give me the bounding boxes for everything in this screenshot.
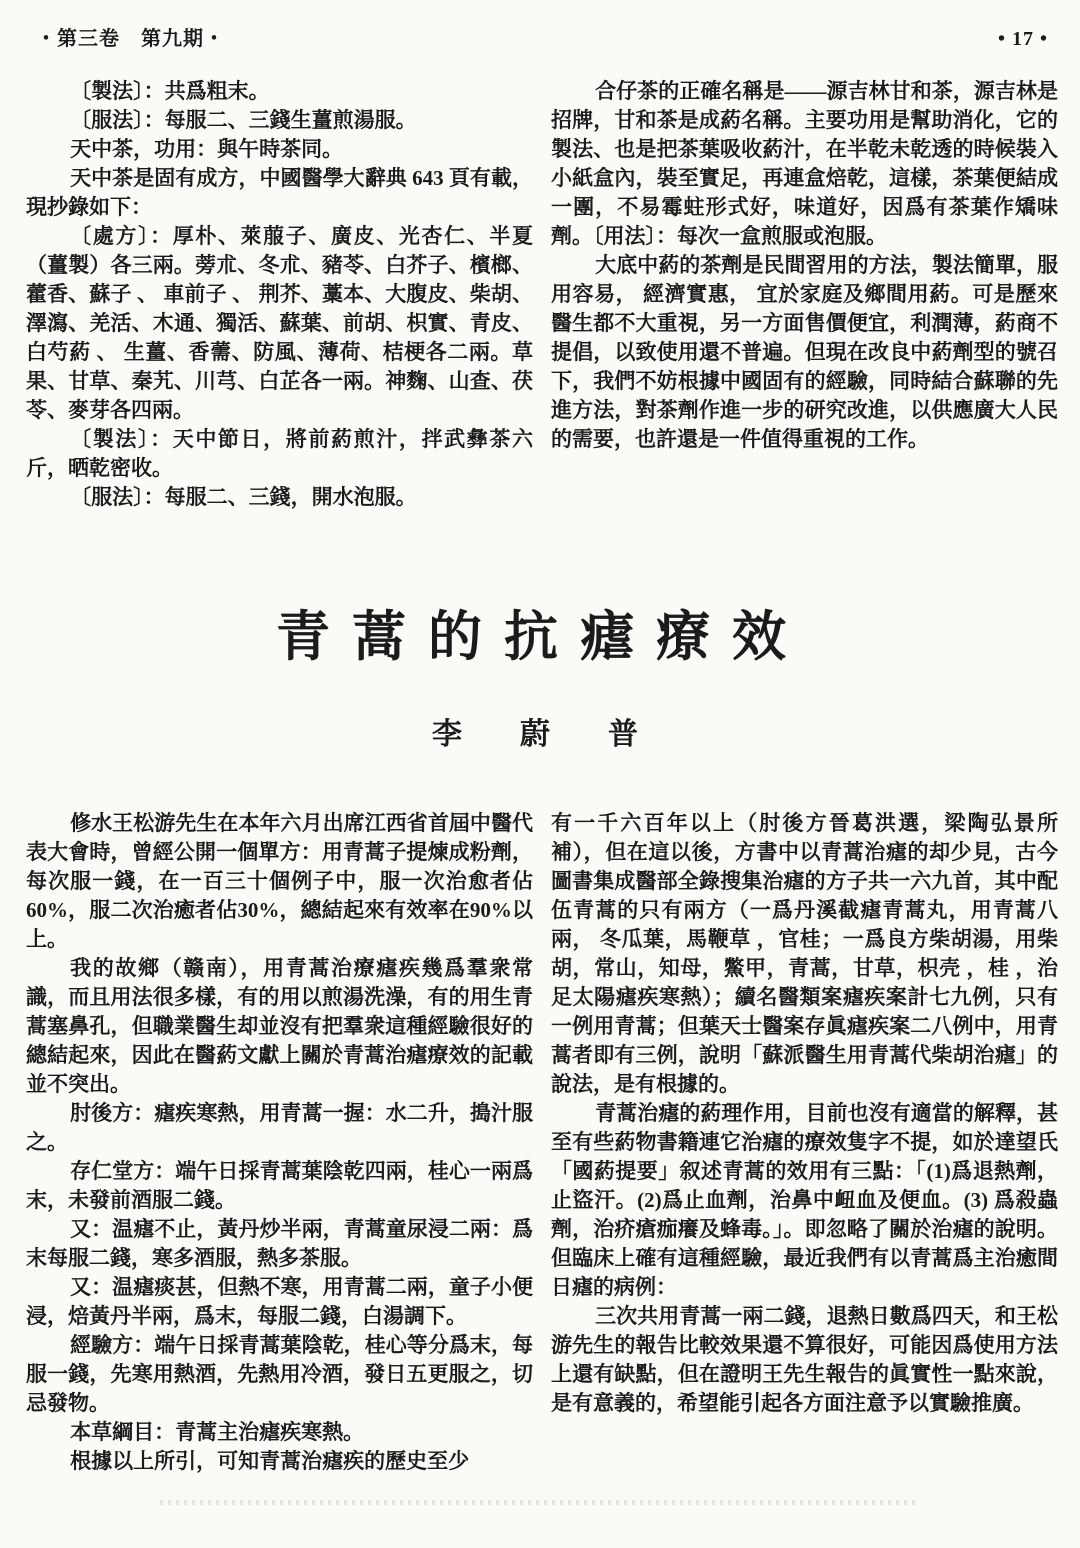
paragraph: 肘後方：瘧疾寒熱，用青蒿一握：水二升，搗汁服之。 — [26, 1101, 533, 1154]
paragraph: 又：温瘧痰甚，但熱不寒，用青蒿二兩，童子小便浸，焙黃丹半兩，爲末，每服二錢，白湯調下。 — [26, 1275, 533, 1328]
body-right-column — [551, 809, 1058, 1476]
paragraph: 本草綱目：青蒿主治瘧疾寒熱。 — [70, 1420, 365, 1444]
paragraph-continuation: 有一千六百年以上（肘後方晉葛洪選，梁陶弘景所補），但在這以後，方書中以青蒿治瘧的却少見，古今圖書集成醫部全錄搜集治瘧的方子共一六九首，其中配伍青蒿的只有兩方（一爲丹溪截瘧青蒿丸，用青蒿八兩， 冬瓜葉，馬鞭草 ，官桂；一爲良方柴胡湯，用柴胡，常山，知母，鱉甲，青蒿，甘草，枳壳 ，桂 ，治足太陽瘧疾寒熱）；續名醫類案瘧疾案計七九例，只有一例用青蒿；但葉天士醫案存眞瘧疾案二八例中，用青蒿者即有三例，說明「蘇派醫生用青蒿代柴胡治瘧」的說法，是有根據的。 — [551, 811, 1058, 1096]
paragraph: 我的故鄉（赣南），用青蒿治療瘧疾幾爲羣衆常識，而且用法很多樣，有的用以煎湯洗澡，有的用生青蒿塞鼻孔，但職業醫生却並沒有把羣衆這種經驗很好的總結起來，因此在醫葯文獻上關於青蒿治瘧療效的記載並不突出。 — [26, 956, 533, 1096]
paragraph: 三次共用青蒿一兩二錢，退熱日數爲四天，和王松游先生的報告比較效果還不算很好，可能因爲使用方法上還有缺點，但在證明王先生報告的眞實性一點來說，是有意義的，希望能引起各方面注意予以實驗推廣。 — [551, 1304, 1058, 1415]
paragraph: 〔服法〕：每服二、三錢生薑煎湯服。 — [70, 108, 417, 132]
body-left-column — [26, 809, 533, 1476]
paragraph: 〔製法〕：天中節日，將前葯煎汁，拌武彝茶六斤，晒乾密收。 — [26, 427, 533, 480]
paragraph: 又：温瘧不止，黃丹炒半兩，青蒿童尿浸二兩：爲末每服二錢，寒多酒服，熱多茶服。 — [26, 1217, 533, 1270]
paragraph: 青蒿治瘧的葯理作用，目前也沒有適當的解釋，甚至有些葯物書籍連它治瘧的療效隻字不提，如於達望氏「國葯提要」叙述青蒿的效用有三點：「(1)爲退熱劑，止盜汗。(2)爲止血劑，治鼻中衄血及便血。(3) 爲殺蟲劑，治疥瘡痂癢及蜂毒。」。即忽略了關於治瘧的說明。但臨床上確有這種經驗，最近我們有以青蒿爲主治癒間日瘧的病例： — [551, 1101, 1058, 1299]
paragraph: 存仁堂方：端午日採青蒿葉陰乾四兩，桂心一兩爲末，未發前酒服二錢。 — [26, 1159, 533, 1212]
issue-label: ・第三卷 第九期・ — [36, 28, 225, 50]
paragraph: 修水王松游先生在本年六月出席江西省首屆中醫代表大會時，曾經公開一個單方：用青蒿子提煉成粉劑，每次服一錢，在一百三十個例子中，服一次治愈者佔60%，服二次治癒者佔30%，總結起來有效率在90%以上。 — [26, 811, 533, 951]
paragraph: 合仔茶的正確名稱是——源吉林甘和茶，源吉林是招牌，甘和茶是成葯名稱。主要功用是幫助消化，它的製法、也是把茶葉吸收葯汁，在半乾未乾透的時候裝入小紙盒內，裝至實足，再連盒焙乾，這樣，茶葉便結成一團，不易霉蛀形式好，味道好，因爲有茶葉作矯味劑。〔用法〕：每次一盒煎服或泡服。 — [551, 79, 1058, 248]
paragraph: 大底中葯的茶劑是民間習用的方法，製法簡單，服用容易， 經濟實惠， 宜於家庭及鄉間用葯。可是歷來醫生都不大重視，另一方面售價便宜，利潤薄，葯商不提倡，以致使用還不普遍。但現在改良中葯劑型的號召下，我們不妨根據中國固有的經驗，同時結合蘇聯的先進方法，對茶劑作進一步的研究改進，以供應廣大人民的需要，也許還是一件值得重視的工作。 — [551, 253, 1058, 451]
top-section — [26, 77, 1058, 512]
paragraph: 〔製法〕：共爲粗末。 — [70, 79, 270, 103]
journal-header — [26, 16, 1058, 51]
article-heading — [26, 594, 1058, 753]
paragraph: 天中茶是固有成方，中國醫學大辭典 643 頁有載，現抄錄如下： — [26, 166, 533, 219]
page-number: • 17 • — [997, 28, 1048, 50]
paragraph: 〔服法〕：每服二、三錢，開水泡服。 — [70, 485, 417, 509]
article-title: 青蒿的抗瘧療效 — [276, 607, 808, 667]
paragraph: 〔處方〕：厚朴、萊菔子、廣皮、光杏仁、半夏（薑製）各三兩。蒡朮、冬朮、豬苓、白芥子、檳榔、藿香、蘇子 、 車前子 、 荆芥、藁本、大腹皮、柴胡、澤瀉、羌活、木通、獨活、蘇葉、前胡、枳實、青皮、白芍葯 、 生薑、香薷、防風、薄荷、桔梗各二兩。草果、甘草、秦艽、川芎、白芷各一兩。神麴、山查、茯苓、麥芽各四兩。 — [26, 224, 533, 422]
article-body — [26, 809, 1058, 1476]
paragraph: 經驗方：端午日採青蒿葉陰乾，桂心等分爲末，每服一錢，先寒用熱酒，先熱用冷酒，發日五更服之，切忌發物。 — [26, 1333, 533, 1415]
top-section-right-column — [551, 77, 1058, 512]
top-section-left-column — [26, 77, 533, 512]
paragraph: 根據以上所引，可知青蒿治瘧疾的歷史至少 — [70, 1449, 470, 1473]
paragraph: 天中茶，功用：與午時茶同。 — [70, 137, 344, 161]
article-author: 李 蔚 普 — [432, 718, 652, 751]
scan-noise-line — [160, 1500, 920, 1505]
